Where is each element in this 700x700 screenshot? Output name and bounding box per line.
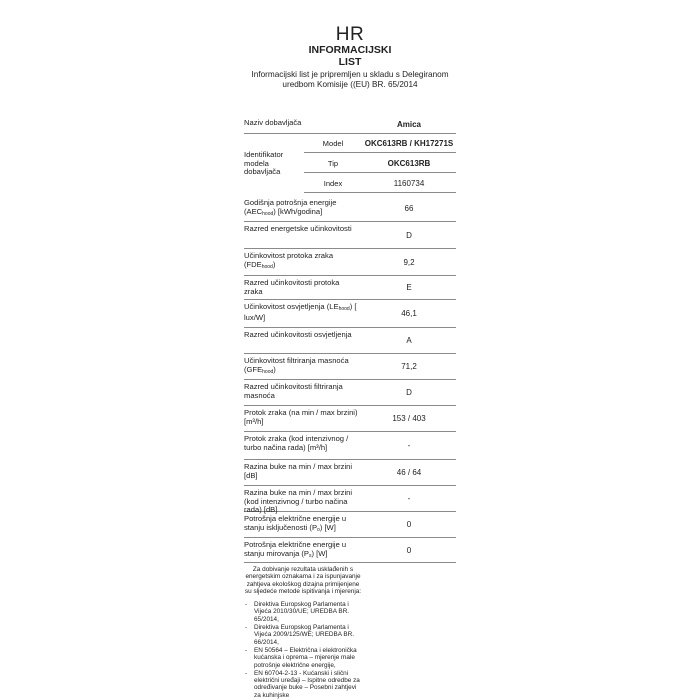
- spec-label-noise: Razina buke na min / max brzini [dB]: [244, 462, 353, 480]
- spec-label-le: Učinkovitost osvjetljenja $(LE_{hood})$ [ lux/W]: [244, 302, 357, 322]
- spec-value-le: 46,1: [401, 309, 417, 318]
- spec-row-energy-class: [244, 222, 456, 249]
- spec-value-gfe: 71,2: [401, 362, 417, 371]
- spec-value-noise: 46 / 64: [396, 468, 422, 477]
- spec-label-power-off: Potrošnja električne energije u stanju isključenosti $(P_o)$ [W]: [244, 514, 347, 533]
- notes-item: - Direktiva Europskog Parlamenta i Vijeća 2010/30/UE; UREDBA BR. 65/2014,: [244, 601, 362, 623]
- spec-label-airflow: Protok zraka (na min / max brzini) [m³/h]: [244, 408, 358, 426]
- measurement-notes: [244, 566, 362, 700]
- spec-value-fde-class: E: [406, 283, 412, 292]
- identifier-type-value: OKC613RB: [387, 159, 431, 168]
- spec-value-power-off: 0: [406, 520, 412, 529]
- sheet-title-line2: LIST: [338, 56, 362, 68]
- spec-row-power-off: [244, 512, 456, 538]
- intro-text: Informacijski list je pripremljen u skladu s Delegiranom uredbom Komisije ((EU) BR. 65/2014: [251, 70, 449, 90]
- identifier-type-row: [304, 155, 456, 173]
- spec-label-le-class: Razred učinkovitosti osvjetljenja: [244, 330, 352, 339]
- spec-row-fde-class: [244, 276, 456, 300]
- spec-row-airflow-boost: [244, 432, 456, 460]
- spec-label-gfe: Učinkovitost filtriranja masnoća $(GFE_{hood})$: [244, 356, 349, 375]
- identifier-index-row: [304, 175, 456, 193]
- identifier-block: [244, 133, 456, 195]
- identifier-model-key: Model: [322, 139, 344, 148]
- spec-row-aec: [244, 196, 456, 222]
- country-code: HR: [335, 24, 365, 45]
- spec-value-le-class: A: [406, 336, 412, 345]
- spec-value-gfe-class: D: [406, 388, 412, 397]
- identifier-type-key: Tip: [327, 159, 339, 168]
- spec-row-le: [244, 300, 456, 328]
- supplier-value: Amica: [396, 120, 421, 129]
- spec-label-noise-boost: Razina buke na min / max brzini (kod intenzivnog / turbo načina rada) [dB]: [244, 488, 353, 515]
- notes-item: - EN 60704-2-13 - Kućanski i slični električni uređaji – Ispitne odredbe za određivanje buke – Posebni zahtjevi za kuhinjske: [244, 670, 362, 699]
- spec-row-gfe-class: [244, 380, 456, 406]
- spec-label-fde: Učinkovitost protoka zraka $(FDE_{hood})$: [244, 251, 334, 270]
- spec-label-fde-class: Razred učinkovitosti protoka zraka: [244, 278, 340, 296]
- spec-value-aec: 66: [404, 204, 414, 213]
- spec-label-energy-class: Razred energetske učinkovitosti: [244, 224, 352, 233]
- spec-label-gfe-class: Razred učinkovitosti filtriranja masnoća: [244, 382, 343, 400]
- notes-list: [244, 601, 362, 699]
- spec-value-fde: 9,2: [403, 257, 415, 267]
- spec-label-airflow-boost: Protok zraka (kod intenzivnog / turbo načina rada) [m³/h]: [244, 434, 349, 452]
- spec-row-gfe: [244, 354, 456, 380]
- information-sheet: [236, 0, 464, 700]
- notes-heading: Za dobivanje rezultata usklađenih s energetskim oznakama i za ispunjavanje zahtjeva ekološkog dizajna primijenjene su sljedeće metode ispitivanja i mjerenja:: [244, 566, 362, 595]
- spec-row-fde: [244, 249, 456, 276]
- spec-value-energy-class: D: [406, 230, 412, 240]
- identifier-model-row: [304, 135, 456, 153]
- sheet-title-line1: INFORMACIJSKI: [308, 44, 392, 56]
- spec-label-power-standby: Potrošnja električne energije u stanju mirovanja $(P_s)$ [W]: [244, 540, 347, 559]
- spec-value-power-standby: 0: [406, 545, 412, 555]
- supplier-row: [244, 116, 456, 134]
- spec-value-airflow-boost: -: [407, 441, 411, 450]
- sheet-title: [236, 44, 464, 68]
- identifier-index-value: 1160734: [393, 179, 425, 188]
- identifier-model-value: OKC613RB / KH17271S: [364, 139, 454, 148]
- spec-row-noise-boost: [244, 486, 456, 515]
- identifier-label: Identifikator modela dobavljača: [244, 150, 284, 177]
- spec-row-noise: [244, 460, 456, 486]
- spec-row-airflow: [244, 406, 456, 432]
- spec-value-airflow: 153 / 403: [392, 414, 426, 423]
- notes-item: - EN 50564 – Električna i elektronička kućanska i oprema – mjerenje male potrošnje električne energije,: [244, 647, 362, 669]
- spec-value-noise-boost: -: [407, 494, 411, 503]
- spec-row-le-class: [244, 328, 456, 354]
- spec-label-aec: Godišnja potrošnja energije $(AEC_{hood})$ [kWh/godina]: [244, 198, 337, 217]
- identifier-index-key: Index: [323, 179, 343, 188]
- notes-item: - Direktiva Europskog Parlamenta i Vijeća 2009/125/WE; UREDBA BR. 66/2014,: [244, 624, 362, 646]
- spec-row-power-standby: [244, 538, 456, 563]
- supplier-label: Naziv dobavljača: [244, 118, 302, 127]
